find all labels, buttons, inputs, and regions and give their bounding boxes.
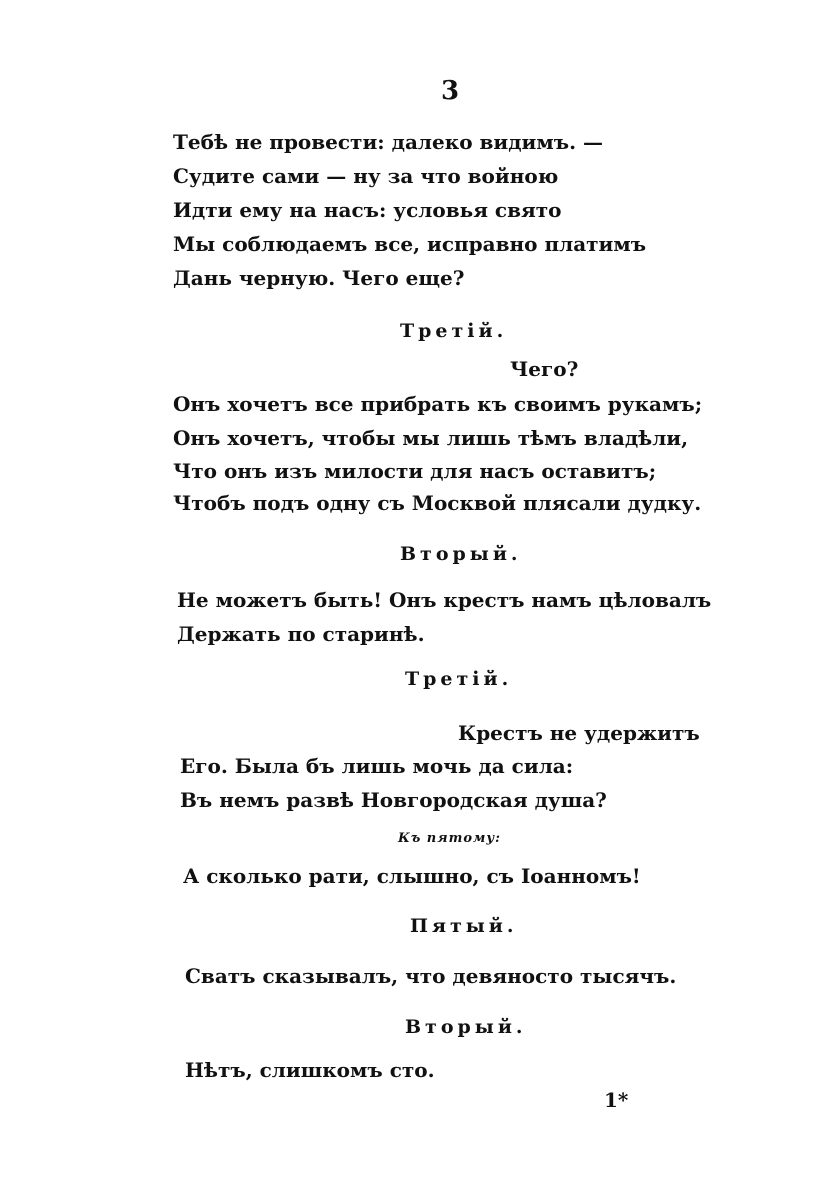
verse-line: Тебѣ не провести: далеко видимъ. —	[173, 130, 604, 154]
verse-line: Идти ему на насъ: условья свято	[173, 198, 562, 222]
verse-line: Онъ хочетъ все прибрать къ своимъ рукамъ;	[173, 392, 703, 416]
speaker-heading: Третій.	[400, 320, 508, 342]
speaker-heading: Третій.	[405, 668, 513, 690]
verse-line: Держать по старинѣ.	[177, 622, 425, 646]
verse-line: Онъ хочетъ, чтобы мы лишь тѣмъ владѣли,	[173, 426, 689, 450]
verse-line: Судите сами — ну за что войною	[173, 164, 559, 188]
verse-line: Мы соблюдаемъ все, исправно платимъ	[173, 232, 647, 256]
stage-direction: Къ пятому:	[398, 831, 501, 846]
verse-line: Крестъ не удержитъ	[458, 721, 700, 745]
verse-line: А сколько рати, слышно, съ Іоанномъ!	[183, 864, 641, 888]
verse-line: Чего?	[510, 357, 579, 381]
verse-line: Нѣтъ, слишкомъ сто.	[185, 1058, 435, 1082]
speaker-heading: Пятый.	[410, 915, 518, 937]
verse-line: Дань черную. Чего еще?	[173, 266, 465, 290]
speaker-heading: Вторый.	[400, 543, 522, 565]
verse-line: Его. Была бъ лишь мочь да сила:	[180, 754, 574, 778]
verse-line: Не можетъ быть! Онъ крестъ намъ цѣловалъ	[177, 588, 712, 612]
signature-mark: 1*	[604, 1088, 629, 1112]
verse-line: Въ немъ развѣ Новгородская душа?	[180, 788, 607, 812]
verse-line: Что онъ изъ милости для насъ оставитъ;	[173, 459, 657, 483]
verse-line: Сватъ сказывалъ, что девяносто тысячъ.	[185, 964, 677, 988]
speaker-heading: Вторый.	[405, 1016, 527, 1038]
page-number: 3	[440, 76, 460, 106]
verse-line: Чтобъ подъ одну съ Москвой плясали дудку.	[173, 491, 702, 515]
